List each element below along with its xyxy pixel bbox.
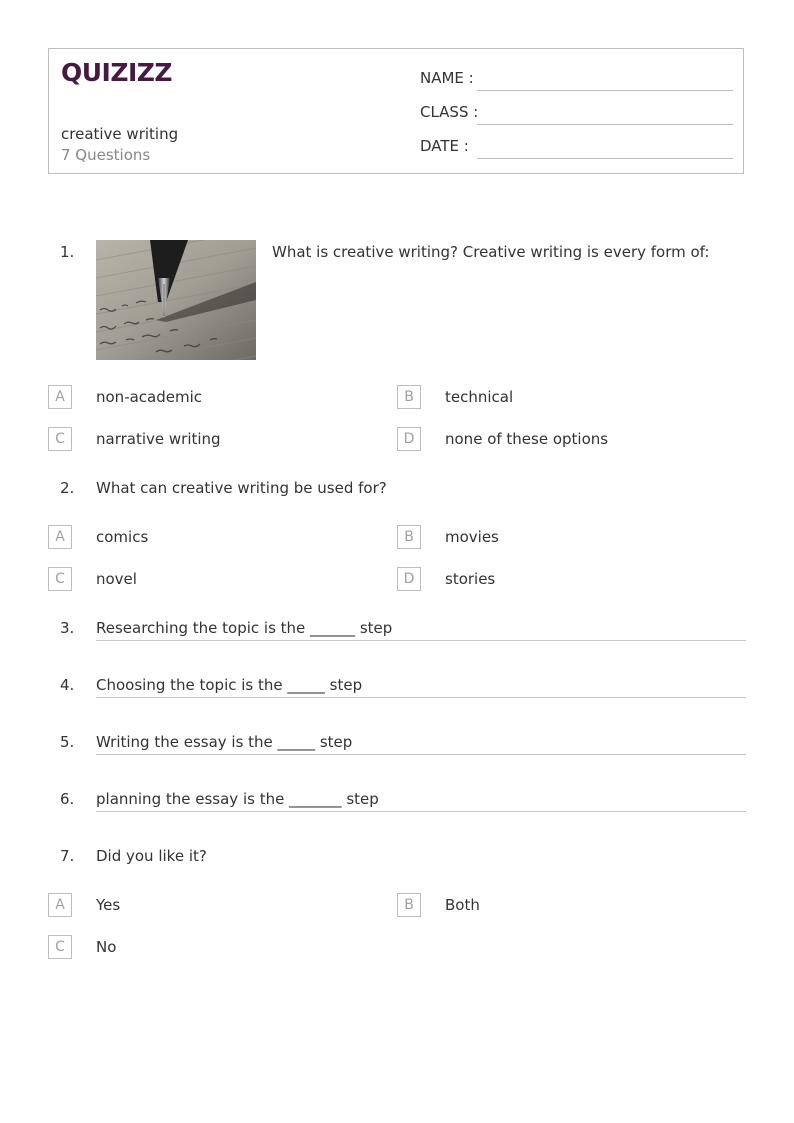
option-b-box[interactable]: B: [397, 385, 421, 409]
question-text: Writing the essay is the _____ step: [96, 733, 353, 751]
logo-text: QUIZIZZ: [61, 58, 173, 87]
question-text: What is creative writing? Creative writing is every form of:: [272, 243, 710, 261]
quizizz-logo: [61, 59, 172, 87]
option-d-box[interactable]: D: [397, 427, 421, 451]
option-d-box[interactable]: D: [397, 567, 421, 591]
worksheet-header: [48, 48, 744, 174]
question-number: 2.: [60, 479, 75, 497]
option-a-text: Yes: [96, 896, 121, 914]
option-b-text: movies: [445, 528, 499, 546]
class-label: CLASS :: [420, 103, 479, 121]
question-number: 7.: [60, 847, 75, 865]
option-a-text: comics: [96, 528, 149, 546]
option-a-box[interactable]: A: [48, 385, 72, 409]
answer-line[interactable]: [96, 811, 746, 812]
name-field[interactable]: [477, 89, 733, 91]
class-field[interactable]: [477, 123, 733, 125]
option-d-text: none of these options: [445, 430, 609, 448]
question-number: 3.: [60, 619, 75, 637]
answer-line[interactable]: [96, 640, 746, 641]
date-field[interactable]: [477, 157, 733, 159]
option-b-box[interactable]: B: [397, 893, 421, 917]
question-number: 1.: [60, 243, 75, 261]
option-a-box[interactable]: A: [48, 525, 72, 549]
question-text: Researching the topic is the ______ step: [96, 619, 393, 637]
option-c-text: narrative writing: [96, 430, 221, 448]
option-b-text: Both: [445, 896, 480, 914]
option-a-text: non-academic: [96, 388, 203, 406]
option-b-text: technical: [445, 388, 514, 406]
question-text: Choosing the topic is the _____ step: [96, 676, 363, 694]
option-c-box[interactable]: C: [48, 935, 72, 959]
fountain-pen-photo-icon: [96, 240, 256, 360]
option-c-text: No: [96, 938, 117, 956]
question-number: 6.: [60, 790, 75, 808]
option-c-box[interactable]: C: [48, 427, 72, 451]
option-c-text: novel: [96, 570, 137, 588]
question-number: 5.: [60, 733, 75, 751]
answer-line[interactable]: [96, 697, 746, 698]
date-label: DATE :: [420, 137, 469, 155]
question-text: What can creative writing be used for?: [96, 479, 387, 497]
option-c-box[interactable]: C: [48, 567, 72, 591]
answer-line[interactable]: [96, 754, 746, 755]
question-count: 7 Questions: [61, 146, 151, 164]
name-label: NAME :: [420, 69, 474, 87]
option-b-box[interactable]: B: [397, 525, 421, 549]
question-number: 4.: [60, 676, 75, 694]
option-a-box[interactable]: A: [48, 893, 72, 917]
worksheet-title: creative writing: [61, 125, 179, 143]
question-text: Did you like it?: [96, 847, 207, 865]
question-text: planning the essay is the _______ step: [96, 790, 379, 808]
option-d-text: stories: [445, 570, 496, 588]
